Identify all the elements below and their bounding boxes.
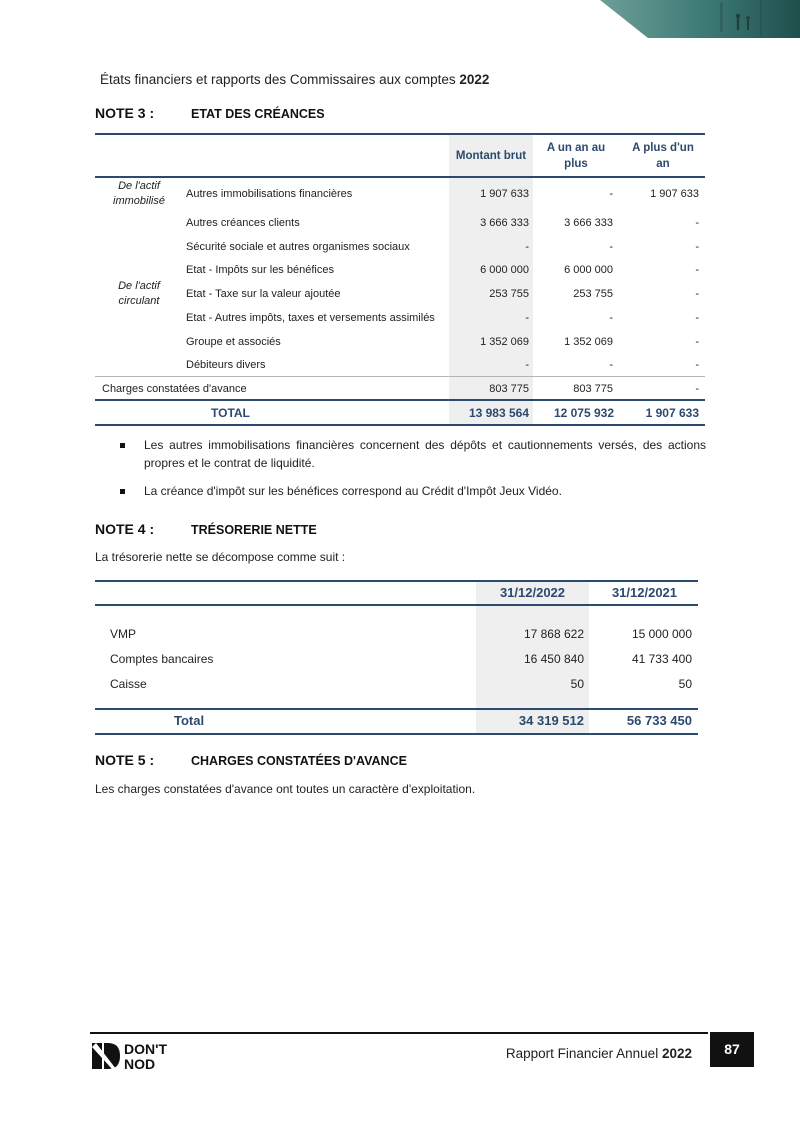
table-cell-brut: 1 352 069	[480, 336, 529, 348]
table-cell-2021: 50	[678, 677, 692, 691]
table-cell-brut: 3 666 333	[480, 217, 529, 229]
page-number: 87	[710, 1032, 754, 1067]
table-cell-plus-un-an: -	[695, 312, 699, 324]
col-header-2021: 31/12/2021	[611, 585, 678, 600]
table-cell-moins-un-an: 3 666 333	[564, 217, 613, 229]
total-top-rule	[95, 399, 705, 401]
table-cell-brut: 253 755	[489, 288, 529, 300]
table-cell-2022: 50	[570, 677, 584, 691]
footer-report-year: 2022	[661, 1046, 692, 1061]
table-cell-brut: 6 000 000	[480, 264, 529, 276]
total-bottom-rule	[95, 424, 705, 426]
table-row-label: Sécurité sociale et autres organismes sociaux	[186, 241, 410, 253]
table-row-label: Autres créances clients	[186, 217, 300, 229]
table-row-label: Etat - Impôts sur les bénéfices	[186, 264, 334, 276]
table-cell-moins-un-an: -	[609, 312, 613, 324]
table-cell-brut: -	[525, 312, 529, 324]
list-item	[118, 436, 706, 472]
table-row-label: Comptes bancaires	[110, 652, 214, 666]
note-5-text: Les charges constatées d'avance ont toutes un caractère d'exploitation.	[95, 782, 476, 796]
note-3-title: ETAT DES CRÉANCES	[191, 107, 325, 121]
total-bottom-rule	[95, 733, 698, 735]
col-header-2022: 31/12/2022	[499, 585, 566, 600]
group-label-actif-circulant	[95, 279, 183, 309]
table-row-label: Autres immobilisations financières	[186, 188, 353, 200]
group-label-actif-immobilise	[95, 179, 183, 209]
header-bottom-rule	[95, 176, 705, 178]
table-cell-2021: 15 000 000	[631, 627, 692, 641]
total-brut: 13 983 564	[468, 406, 529, 420]
note-5-number: NOTE 5 :	[95, 752, 155, 768]
document-title	[100, 72, 489, 87]
table-top-rule	[95, 133, 705, 135]
list-item	[118, 482, 706, 500]
footer-report-prefix: Rapport Financier Annuel	[505, 1046, 659, 1061]
col-header-plus-un-an	[621, 140, 705, 172]
note-3-heading	[95, 105, 325, 121]
table-cell-brut: 803 775	[489, 383, 529, 395]
note-4-heading	[95, 521, 317, 537]
table-cell-plus-un-an: -	[695, 383, 699, 395]
header-bottom-rule	[95, 604, 698, 606]
total-top-rule	[95, 708, 698, 710]
total-plus-un-an: 1 907 633	[645, 406, 699, 420]
logo-text-line2: NOD	[124, 1056, 156, 1072]
col-header-moins-un-an-line2: plus	[564, 158, 588, 170]
table-cell-brut: -	[525, 359, 529, 371]
total-2021: 56 733 450	[626, 713, 692, 728]
table-row-label: Débiteurs divers	[186, 359, 266, 371]
note-4-intro: La trésorerie nette se décompose comme suit :	[95, 550, 346, 564]
table-cell-brut: -	[525, 241, 529, 253]
table-row-label: Caisse	[110, 677, 147, 691]
table-cell-moins-un-an: -	[609, 359, 613, 371]
net-cash-table	[95, 580, 698, 735]
table-cell-moins-un-an: -	[609, 241, 613, 253]
col-header-montant-brut: Montant brut	[455, 150, 527, 162]
total-moins-un-an: 12 075 932	[553, 406, 614, 420]
table-cell-plus-un-an: -	[695, 336, 699, 348]
table-cell-plus-un-an: -	[695, 264, 699, 276]
footer-report-title	[506, 1046, 692, 1061]
table-cell-moins-un-an: 253 755	[573, 288, 613, 300]
table-row-label: VMP	[110, 627, 137, 641]
table-cell-moins-un-an: -	[609, 188, 613, 200]
col-header-plus-un-an-line1: A plus d'un	[632, 142, 694, 154]
table-row-label: Etat - Autres impôts, taxes et versements assimilés	[186, 312, 435, 324]
note-4-title: TRÉSORERIE NETTE	[191, 523, 317, 537]
receivables-table	[95, 133, 705, 426]
dontnod-logo	[90, 1040, 190, 1072]
note-3-bullet-list	[118, 436, 706, 510]
footer-rule	[90, 1032, 708, 1034]
group-label-actif-circulant-line2: circulant	[118, 295, 160, 307]
table-cell-brut: 1 907 633	[480, 188, 529, 200]
bullet-text: Les autres immobilisations financières concernent des dépôts et cautionnements versés, des actions propres et le contrat de liquidité.	[144, 438, 706, 470]
col-header-plus-un-an-line2: an	[656, 158, 670, 170]
document-title-text: États financiers et rapports des Commissaires aux comptes	[100, 72, 456, 87]
table-cell-moins-un-an: 1 352 069	[564, 336, 613, 348]
bullet-text: La créance d'impôt sur les bénéfices correspond au Crédit d'Impôt Jeux Vidéo.	[144, 484, 562, 498]
table-cell-plus-un-an: 1 907 633	[650, 188, 699, 200]
document-title-year: 2022	[459, 72, 490, 87]
col-header-moins-un-an	[535, 140, 617, 172]
table-cell-2021: 41 733 400	[631, 652, 692, 666]
table-row-label: Etat - Taxe sur la valeur ajoutée	[186, 288, 341, 300]
total-2022: 34 319 512	[518, 713, 584, 728]
total-label: Total	[174, 713, 205, 728]
table-cell-2022: 17 868 622	[523, 627, 584, 641]
table-cell-plus-un-an: -	[695, 217, 699, 229]
group-label-actif-immobilise-line2: immobilisé	[113, 195, 165, 207]
note-5-title: CHARGES CONSTATÉES D'AVANCE	[191, 754, 407, 768]
table-cell-plus-un-an: -	[695, 241, 699, 253]
logo-text-line1: DON'T	[124, 1041, 167, 1057]
table-top-rule	[95, 580, 698, 582]
note-4-number: NOTE 4 :	[95, 521, 155, 537]
section-divider	[95, 376, 705, 377]
corner-artwork	[600, 0, 800, 38]
bullet-square-icon	[120, 489, 125, 494]
bullet-square-icon	[120, 443, 125, 448]
group-label-actif-immobilise-line1: De l'actif	[118, 180, 160, 192]
col-header-moins-un-an-line1: A un an au	[546, 142, 606, 154]
table-cell-moins-un-an: 6 000 000	[564, 264, 613, 276]
table-cell-2022: 16 450 840	[523, 652, 584, 666]
table-row-label: Groupe et associés	[186, 336, 281, 348]
total-label: TOTAL	[211, 406, 250, 420]
table-row-label: Charges constatées d'avance	[102, 383, 247, 395]
note-3-number: NOTE 3 :	[95, 105, 155, 121]
table-cell-plus-un-an: -	[695, 359, 699, 371]
group-label-actif-circulant-line1: De l'actif	[118, 280, 160, 292]
table-cell-moins-un-an: 803 775	[573, 383, 613, 395]
table-cell-plus-un-an: -	[695, 288, 699, 300]
note-5-heading	[95, 752, 407, 768]
